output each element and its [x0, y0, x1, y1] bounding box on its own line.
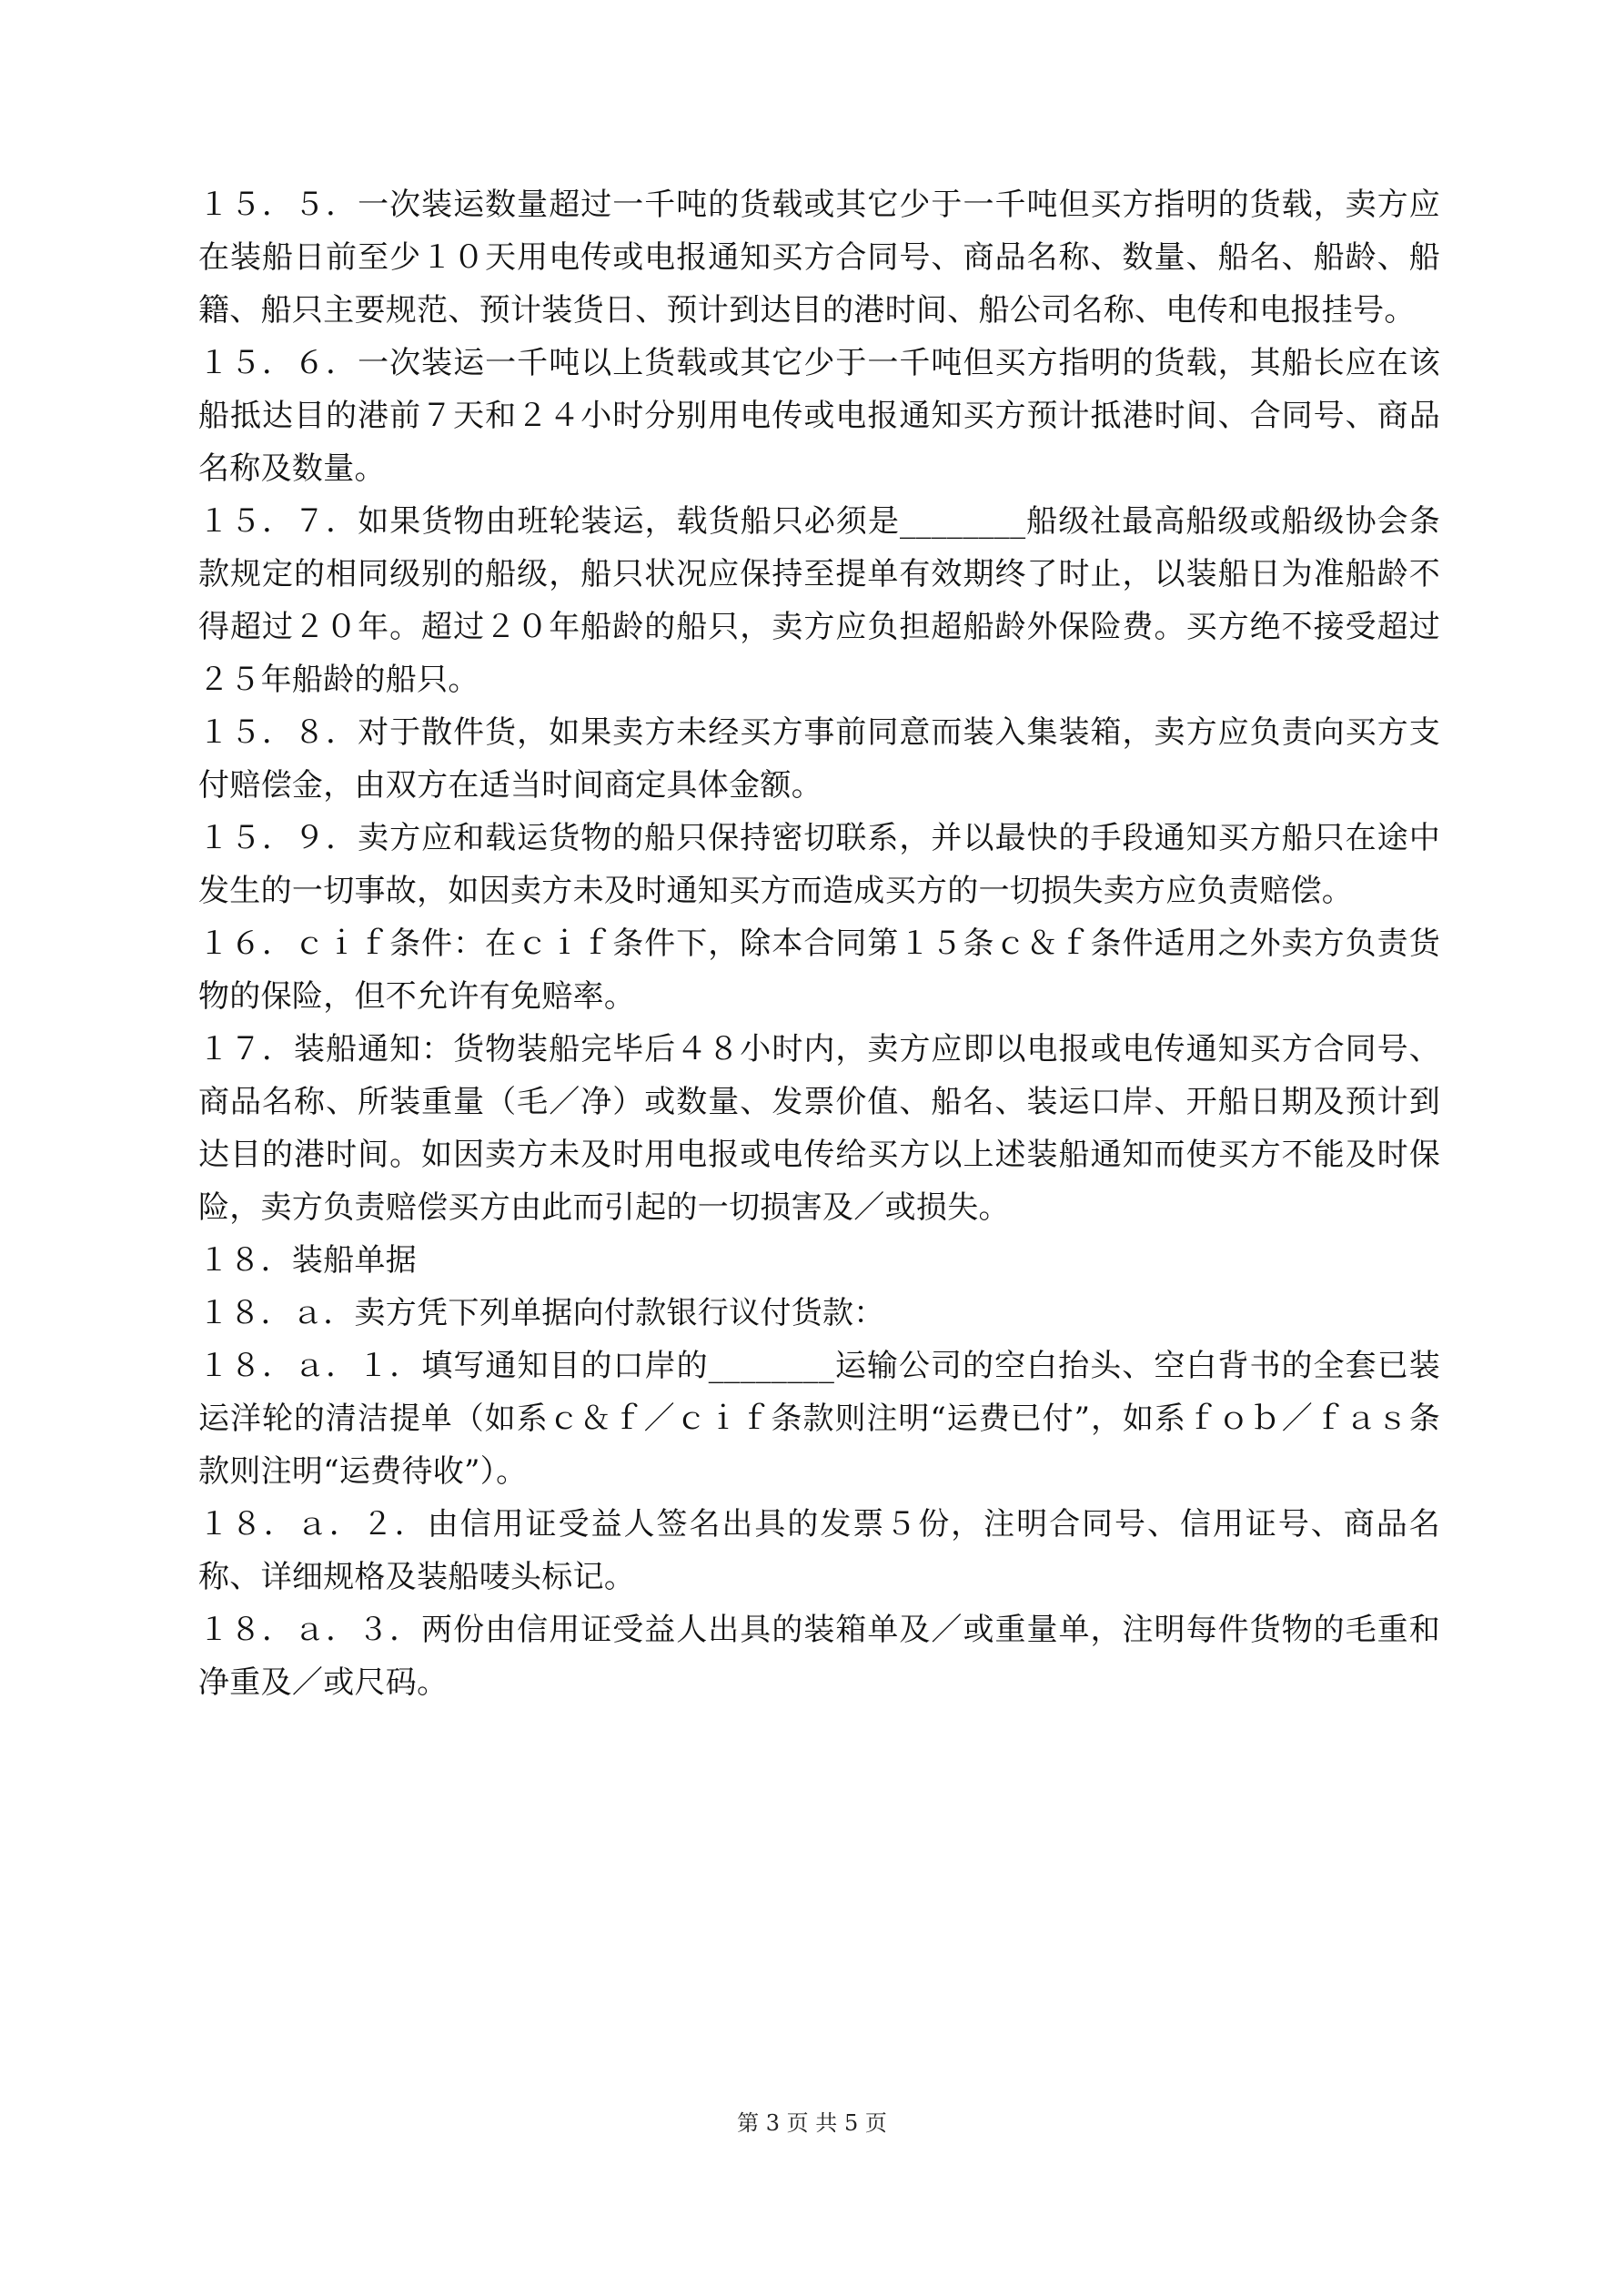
clause-17: １７．装船通知：货物装船完毕后４８小时内，卖方应即以电报或电传通知买方合同号、商品名称、所装重量（毛／净）或数量、发票价值、船名、装运口岸、开船日期及预计到达目的港时间。如因卖方未及时用电报或电传给买方以上述装船通知而使买方不能及时保险，卖方负责赔偿买方由此而引起的一切损害及／或损失。 — [198, 1031, 1440, 1226]
clause-15-6: １５．６．一次装运一千吨以上货载或其它少于一千吨但买方指明的货载，其船长应在该船抵达目的港前７天和２４小时分别用电传或电报通知买方预计抵港时间、合同号、商品名称及数量。 — [198, 345, 1440, 487]
clause-15-7: １５．７．如果货物由班轮装运，载货船只必须是________船级社最高船级或船级协会条款规定的相同级别的船级，船只状况应保持至提单有效期终了时止，以装船日为准船龄不得超过２０年。超过２０年船龄的船只，卖方应负担超船龄外保险费。买方绝不接受超过２５年船龄的船只。 — [198, 503, 1440, 698]
clause-18-heading: １８．装船单据 — [198, 1242, 418, 1279]
page-number-footer: 第 3 页 共 5 页 — [737, 2110, 887, 2136]
clause-18-a: １８．ａ．卖方凭下列单据向付款银行议付货款： — [198, 1295, 885, 1331]
clause-15-9: １５．９．卖方应和载运货物的船只保持密切联系，并以最快的手段通知买方船只在途中发生的一切事故，如因卖方未及时通知买方而造成买方的一切损失卖方应负责赔偿。 — [198, 820, 1440, 909]
clause-18-a-3: １８．ａ．３．两份由信用证受益人出具的装箱单及／或重量单，注明每件货物的毛重和净重及／或尺码。 — [198, 1612, 1440, 1701]
clause-15-8: １５．８．对于散件货，如果卖方未经买方事前同意而装入集装箱，卖方应负责向买方支付赔偿金，由双方在适当时间商定具体金额。 — [198, 714, 1440, 804]
document-body — [198, 178, 1440, 1709]
clause-15-5: １５．５．一次装运数量超过一千吨的货载或其它少于一千吨但买方指明的货载，卖方应在装船日前至少１０天用电传或电报通知买方合同号、商品名称、数量、船名、船龄、船籍、船只主要规范、预计装货日、预计到达目的港时间、船公司名称、电传和电报挂号。 — [198, 187, 1440, 329]
clause-18-a-2: １８．ａ．２．由信用证受益人签名出具的发票５份，注明合同号、信用证号、商品名称、详细规格及装船唛头标记。 — [198, 1506, 1440, 1595]
clause-16: １６．ｃｉｆ条件：在ｃｉｆ条件下，除本合同第１５条ｃ＆ｆ条件适用之外卖方负责货物的保险，但不允许有免赔率。 — [198, 925, 1440, 1015]
clause-18-a-1: １８．ａ．１．填写通知目的口岸的________运输公司的空白抬头、空白背书的全套已装运洋轮的清洁提单（如系ｃ＆ｆ／ｃｉｆ条款则注明“运费已付”，如系ｆｏｂ／ｆａｓ条款则注明“运费待收”）。 — [198, 1348, 1440, 1490]
